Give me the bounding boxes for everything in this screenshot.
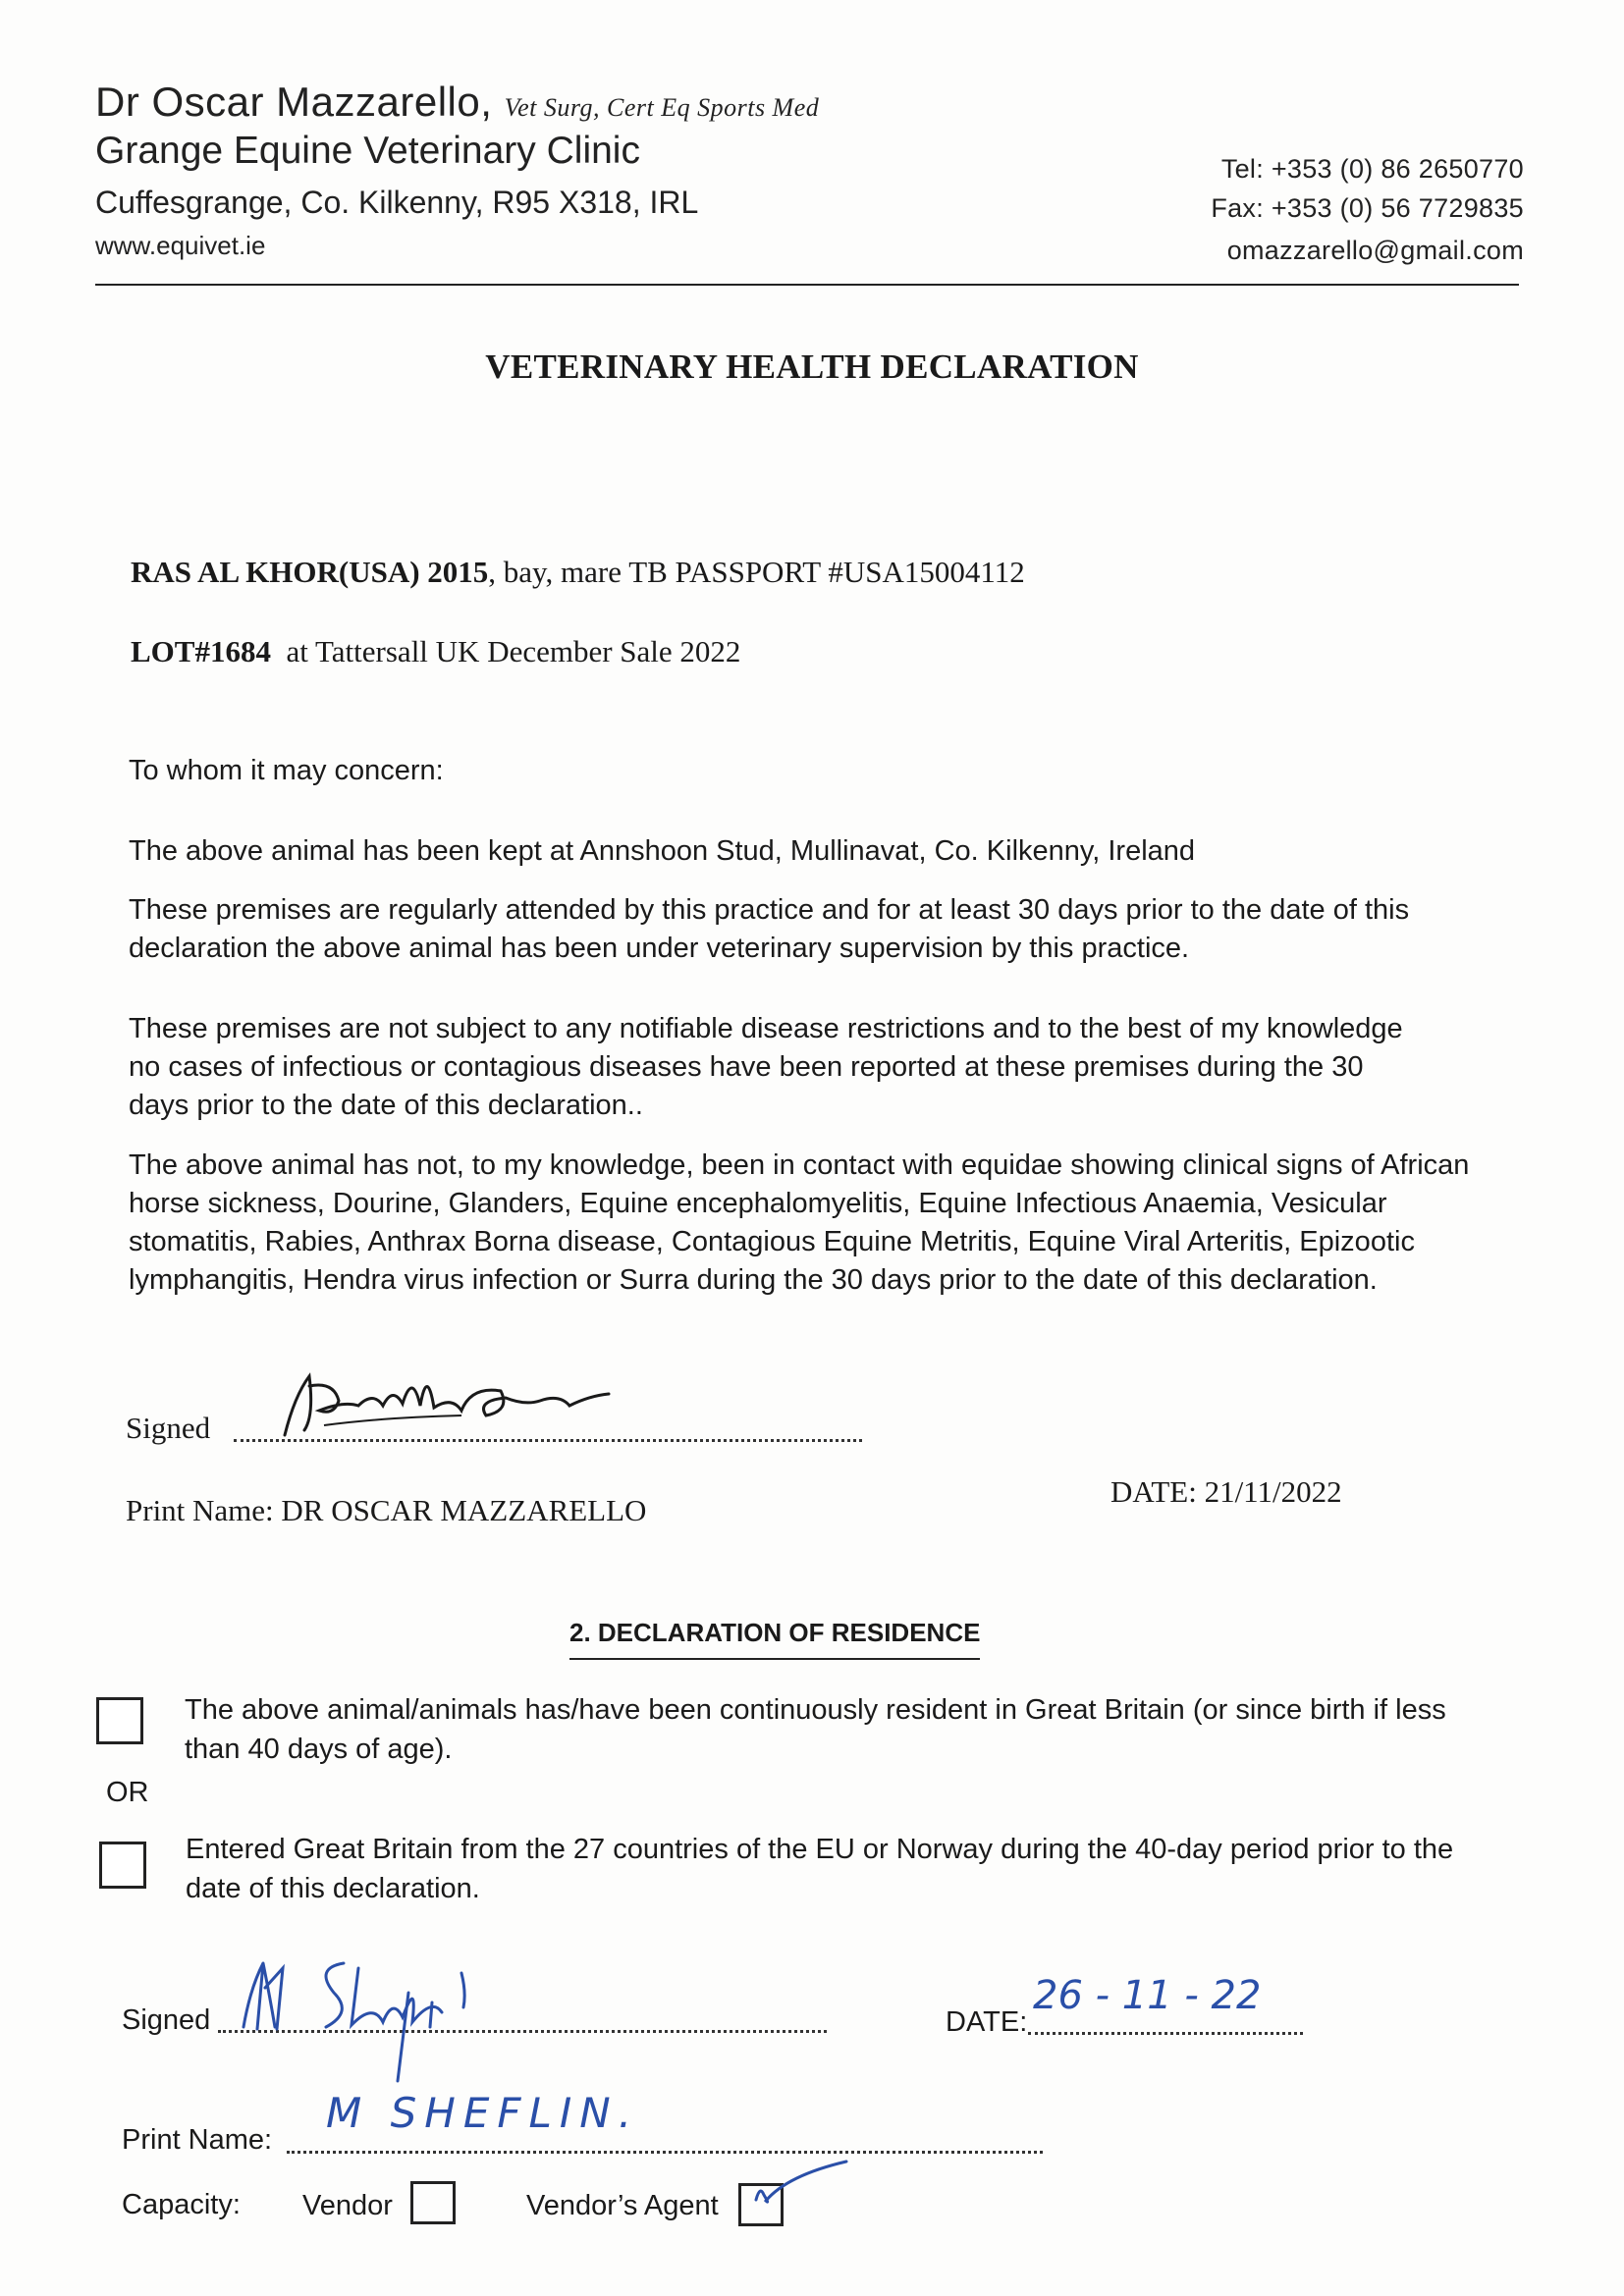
vet-date: DATE: 21/11/2022 bbox=[1110, 1474, 1342, 1509]
vet-signed-label: Signed bbox=[126, 1411, 211, 1445]
clinic-fax: Fax: +353 (0) 56 7729835 bbox=[1211, 193, 1524, 223]
lot-number: LOT#1684 bbox=[131, 634, 271, 668]
vendor-option-label: Vendor bbox=[302, 2190, 393, 2221]
clinic-website: www.equivet.ie bbox=[95, 231, 266, 260]
horse-details bbox=[131, 555, 1025, 590]
salutation: To whom it may concern: bbox=[129, 755, 444, 786]
vendor-date-label: DATE: bbox=[946, 2006, 1028, 2038]
residence-section-title: 2. DECLARATION OF RESIDENCE bbox=[569, 1618, 980, 1660]
header-divider bbox=[95, 284, 1519, 286]
vet-signature bbox=[265, 1357, 628, 1445]
clinic-email: omazzarello@gmail.com bbox=[1226, 236, 1524, 265]
document-title: VETERINARY HEALTH DECLARATION bbox=[485, 347, 1139, 386]
clinic-name: Grange Equine Veterinary Clinic bbox=[95, 130, 640, 172]
clinic-address: Cuffesgrange, Co. Kilkenny, R95 X318, IRL bbox=[95, 185, 699, 220]
vendor-signed-label: Signed bbox=[122, 2004, 211, 2036]
lot-details bbox=[131, 634, 740, 669]
clinic-tel: Tel: +353 (0) 86 2650770 bbox=[1220, 154, 1524, 184]
vendor-print-name-line bbox=[287, 2151, 1043, 2154]
vendor-date-line bbox=[1028, 2032, 1303, 2035]
vendor-print-name-handwritten: M SHEFLIN. bbox=[326, 2089, 640, 2137]
agent-check-mark-icon bbox=[738, 2156, 856, 2224]
lot-sale: at Tattersall UK December Sale 2022 bbox=[286, 634, 741, 668]
paragraph-supervision: These premises are regularly attended by this practice and for at least 30 days prior to the date of this declaration the above animal has been under veterinary supervision by this practice. bbox=[129, 894, 1410, 964]
vendor-print-name-label: Print Name: bbox=[122, 2124, 273, 2156]
vendor-signature bbox=[236, 1949, 511, 2086]
vet-print-name: Print Name: DR OSCAR MAZZARELLO bbox=[126, 1493, 647, 1527]
residence-option2-text: Entered Great Britain from the 27 countries of the EU or Norway during the 40-day period prior to the date of this declaration. bbox=[186, 1834, 1454, 1904]
residence-option1-text: The above animal/animals has/have been continuously resident in Great Britain (or since birth if less than 40 days of age). bbox=[185, 1694, 1446, 1765]
residence-option2-checkbox[interactable] bbox=[99, 1842, 146, 1889]
horse-name: RAS AL KHOR(USA) 2015 bbox=[131, 555, 489, 589]
vet-qualifications: Vet Surg, Cert Eq Sports Med bbox=[504, 93, 820, 122]
paragraph-restrictions: These premises are not subject to any notifiable disease restrictions and to the best of my knowledge no cases of infectious or contagious diseases have been reported at these premises during the 30 days prior to the date of this declaration.. bbox=[129, 1013, 1403, 1121]
or-label: OR bbox=[106, 1777, 149, 1808]
horse-passport: , bay, mare TB PASSPORT #USA15004112 bbox=[488, 555, 1025, 589]
vet-name: Dr Oscar Mazzarello, bbox=[95, 79, 493, 125]
paragraph-kept-at: The above animal has been kept at Annshoon Stud, Mullinavat, Co. Kilkenny, Ireland bbox=[129, 835, 1196, 867]
agent-option-label: Vendor’s Agent bbox=[526, 2190, 719, 2221]
paragraph-diseases: The above animal has not, to my knowledge, been in contact with equidae showing clinical signs of African horse sickness, Dourine, Glanders, Equine encephalomyelitis, Equine Infectious Anaemia, Vesicular stomatitis, Rabies, Anthrax Borna disease, Contagious Equine Metritis, Equine Viral Arteritis, Epizootic lymphangitis, Hendra virus infection or Surra during the 30 days prior to the date of this declaration. bbox=[129, 1149, 1470, 1296]
vendor-checkbox[interactable] bbox=[410, 2181, 456, 2224]
residence-option1-checkbox[interactable] bbox=[96, 1697, 143, 1744]
vet-name-line bbox=[95, 79, 819, 126]
capacity-label: Capacity: bbox=[122, 2189, 241, 2220]
vendor-date-handwritten: 26 - 11 - 22 bbox=[1033, 1973, 1262, 2018]
